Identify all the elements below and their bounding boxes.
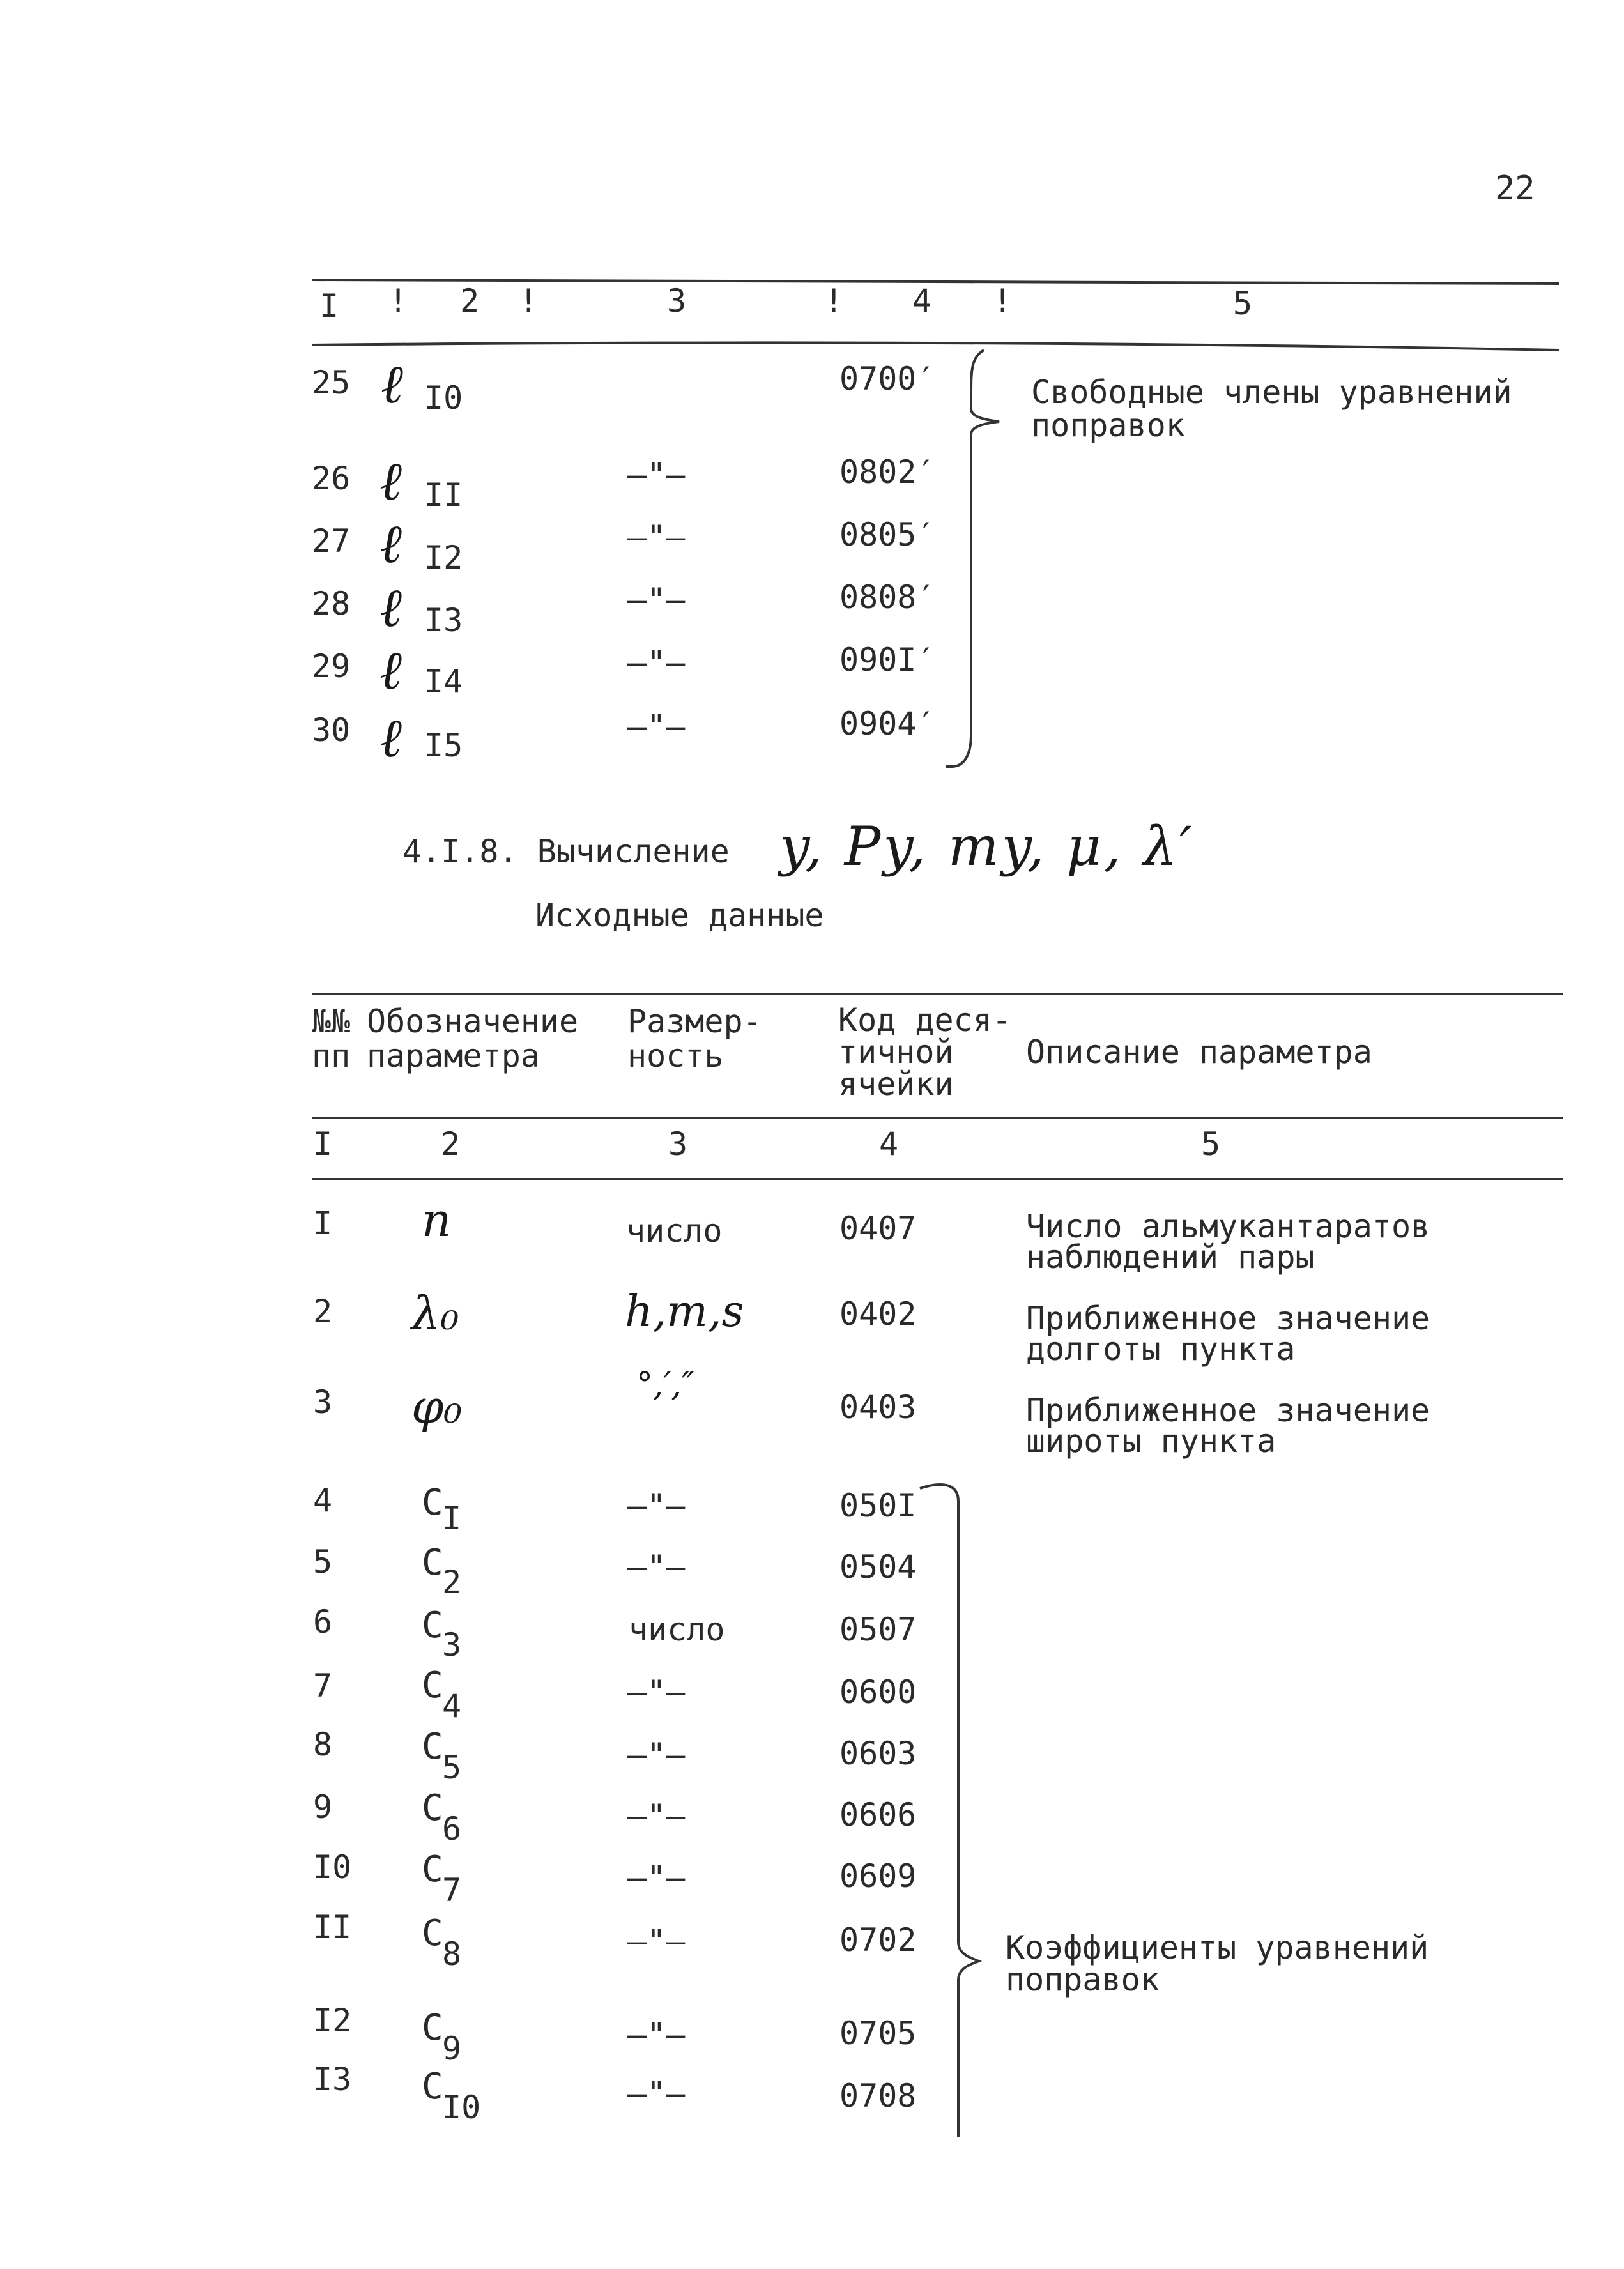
- cell-code: 0407: [839, 1210, 917, 1247]
- cell-code: 0600: [839, 1674, 917, 1711]
- cell-code: 0904′: [839, 705, 936, 742]
- symbol-subscript: 4: [442, 1688, 462, 1725]
- cell-code: 0504: [839, 1548, 917, 1585]
- t1-sep: !: [519, 282, 539, 319]
- symbol: n: [422, 1193, 452, 1247]
- row-number: 28: [312, 585, 351, 622]
- t1-col1-header: I: [319, 287, 339, 325]
- cell-code: 0402: [839, 1295, 917, 1333]
- cell-code: 0705: [839, 2015, 917, 2052]
- cell-code: 0708: [839, 2077, 917, 2114]
- dimension: –"–: [627, 1487, 686, 1524]
- symbol-subscript: I: [442, 1500, 462, 1537]
- row-number: 7: [313, 1667, 333, 1704]
- symbol-subscript: 9: [442, 2030, 462, 2067]
- symbol: C: [422, 1726, 443, 1768]
- symbol-subscript: I3: [424, 602, 463, 639]
- dimension: –"–: [627, 2075, 686, 2112]
- page-number: 22: [1495, 169, 1535, 208]
- symbol-subscript: 2: [442, 1564, 462, 1601]
- cell-code: 0603: [839, 1735, 917, 1772]
- colnum-5: 5: [1201, 1126, 1221, 1163]
- symbol-subscript: II: [424, 477, 463, 514]
- t1-col4-header: 4: [912, 282, 932, 319]
- cell-code: 090I′: [839, 641, 936, 678]
- t1-sep: !: [824, 282, 844, 319]
- header-description: Описание параметра: [1026, 1034, 1372, 1071]
- row-number: 26: [312, 460, 351, 497]
- cell-code: 0702: [839, 1921, 917, 1959]
- symbol: ℓ: [381, 353, 403, 415]
- description: Число альмукантаратов наблюдений пары: [1026, 1208, 1430, 1276]
- dimension: h,m,s: [625, 1287, 744, 1337]
- symbol-subscript: 7: [442, 1872, 462, 1909]
- cell-code: 0700′: [839, 360, 936, 397]
- dimension: –"–: [627, 1859, 686, 1896]
- header-bottom-rule: [312, 1117, 1563, 1119]
- row-number: 25: [312, 364, 351, 401]
- symbol: C: [422, 1542, 443, 1584]
- row-number: 9: [313, 1789, 333, 1826]
- row-number: I2: [313, 2002, 352, 2039]
- row-number: 2: [313, 1293, 333, 1330]
- dimension: –"–: [627, 1674, 686, 1711]
- symbol: ℓ: [379, 576, 402, 639]
- symbol: C: [422, 1482, 443, 1524]
- dimension: число: [629, 1611, 725, 1648]
- row-number: 30: [312, 712, 351, 749]
- header-number: №№ пп: [312, 1003, 351, 1074]
- dimension: –"–: [627, 1736, 686, 1773]
- symbol: C: [422, 1913, 443, 1954]
- symbol: ℓ: [379, 707, 402, 769]
- symbol: λ₀: [411, 1287, 459, 1340]
- right-brace: [946, 345, 1022, 779]
- symbol: C: [422, 1605, 443, 1646]
- symbol: C: [422, 1849, 443, 1890]
- brace-description: Свободные члены уравнений поправок: [1031, 374, 1512, 444]
- symbol: C: [422, 1665, 443, 1706]
- cell-code: 0802′: [839, 454, 936, 491]
- header-dimension: Размер- ность: [627, 1003, 762, 1074]
- t1-col3-header: 3: [667, 282, 687, 319]
- t1-sep: !: [993, 282, 1013, 319]
- row-number: 4: [313, 1482, 333, 1519]
- dimension: –"–: [627, 1798, 686, 1835]
- cell-code: 050I: [839, 1487, 917, 1524]
- symbol: C: [422, 2066, 443, 2107]
- row-number: 6: [313, 1603, 333, 1640]
- symbol-subscript: 6: [442, 1810, 462, 1847]
- table1-rules: [0, 0, 1624, 383]
- symbol-subscript: I5: [424, 727, 463, 764]
- dimension: –"–: [627, 581, 686, 618]
- row-number: 27: [312, 523, 351, 560]
- dimension: –"–: [627, 708, 686, 745]
- row-number: 5: [313, 1543, 333, 1580]
- symbol: ℓ: [379, 639, 402, 701]
- dimension: –"–: [627, 519, 686, 556]
- t1-col2-header: 2: [460, 282, 480, 319]
- dimension: –"–: [627, 1548, 686, 1585]
- symbol-subscript: I0: [424, 379, 463, 416]
- row-number: I3: [313, 2061, 352, 2098]
- description: Приближенное значение долготы пункта: [1026, 1300, 1430, 1368]
- dimension: –"–: [627, 2016, 686, 2053]
- dimension: –"–: [627, 644, 686, 681]
- section-formula: y, Py, my, μ, λ′: [779, 815, 1195, 878]
- dimension: –"–: [627, 456, 686, 493]
- cell-code: 0808′: [839, 579, 936, 616]
- cell-code: 0606: [839, 1796, 917, 1833]
- cell-code: 0403: [839, 1389, 917, 1426]
- row-number: 29: [312, 648, 351, 685]
- right-brace: [920, 1469, 1009, 2146]
- header-designation: Обозначение параметра: [367, 1003, 579, 1074]
- colnum-4: 4: [879, 1126, 899, 1163]
- row-number: 8: [313, 1726, 333, 1763]
- symbol-subscript: 5: [442, 1749, 462, 1786]
- dimension: число: [626, 1212, 723, 1249]
- dimension: –"–: [627, 1923, 686, 1960]
- brace-description: Коэффициенты уравнений поправок: [1006, 1929, 1429, 1998]
- cell-code: 0609: [839, 1858, 917, 1895]
- row-number: 3: [313, 1384, 333, 1421]
- dimension: °,′,″: [636, 1366, 694, 1404]
- colnum-1: I: [313, 1126, 333, 1163]
- section-subheading: Исходные данные: [535, 897, 824, 934]
- symbol: ℓ: [379, 450, 402, 512]
- symbol-subscript: 8: [442, 1936, 462, 1973]
- symbol-subscript: 3: [442, 1626, 462, 1663]
- description: Приближенное значение широты пункта: [1026, 1392, 1430, 1460]
- cell-code: 0507: [839, 1611, 917, 1648]
- row-number: I: [313, 1205, 333, 1242]
- symbol-subscript: I0: [442, 2089, 481, 2126]
- symbol-subscript: I4: [424, 663, 463, 700]
- symbol: ℓ: [379, 512, 402, 575]
- symbol: C: [422, 1787, 443, 1829]
- colnum-2: 2: [441, 1126, 461, 1163]
- row-number: II: [313, 1909, 352, 1946]
- symbol: φ₀: [411, 1380, 463, 1433]
- section-heading: 4.I.8. Вычисление: [402, 833, 730, 870]
- colnum-bottom-rule: [312, 1178, 1563, 1180]
- t1-col5-header: 5: [1233, 285, 1253, 322]
- colnum-3: 3: [668, 1126, 688, 1163]
- cell-code: 0805′: [839, 516, 936, 553]
- symbol: C: [422, 2007, 443, 2049]
- table-top-rule: [312, 993, 1563, 995]
- symbol-subscript: I2: [424, 539, 463, 576]
- header-code: Код деся- тичной ячейки: [838, 1002, 1011, 1103]
- row-number: I0: [313, 1849, 352, 1886]
- t1-sep: !: [388, 282, 408, 319]
